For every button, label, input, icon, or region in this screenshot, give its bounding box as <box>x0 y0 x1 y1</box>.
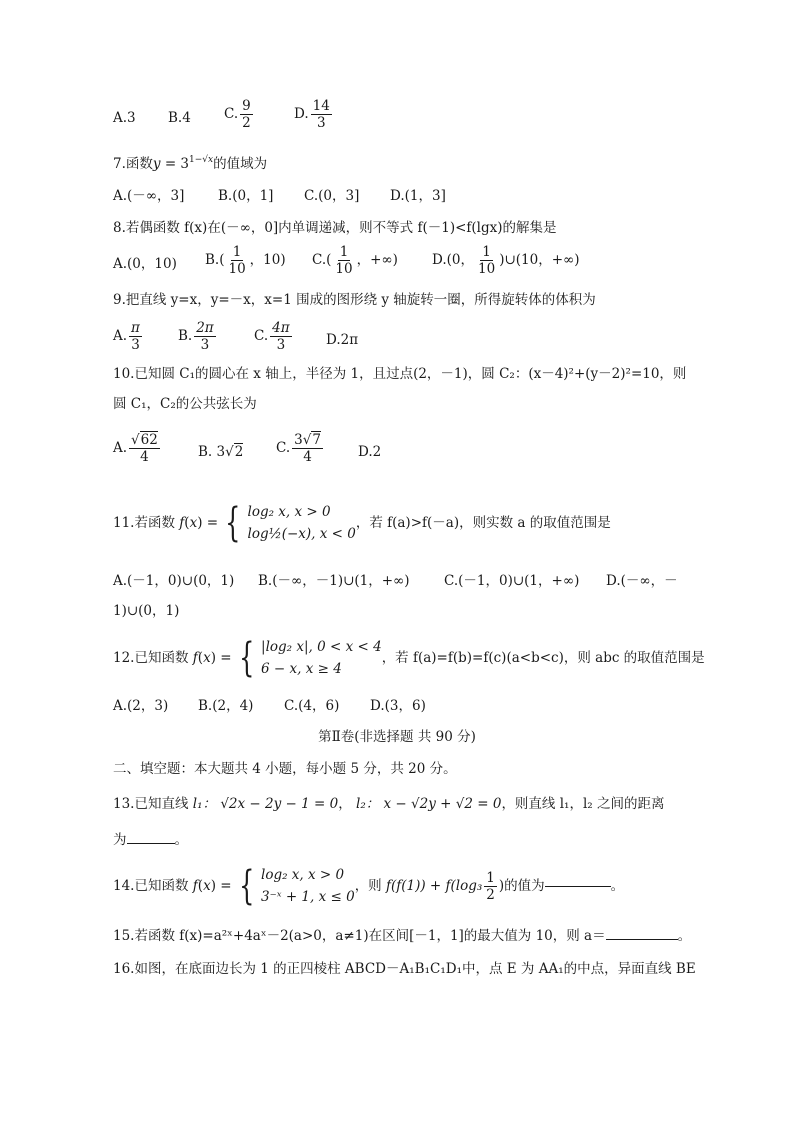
q6-option-b: B.4 <box>168 110 191 126</box>
q12-option-c: C.(4，6) <box>284 698 340 714</box>
q10-option-c: C. $\frac{3√7}{4}$ <box>276 432 321 465</box>
q9-option-c: C. $\frac{4\pi}{3}$ <box>254 320 290 353</box>
part2-heading: 二、填空题：本大题共 4 小题，每小题 5 分，共 20 分。 <box>113 761 457 777</box>
q14-answer-blank[interactable] <box>545 886 611 887</box>
q9-option-a: A. $\frac{\pi}{3}$ <box>113 320 140 353</box>
q10-option-a: A. $\frac{√62}{4}$ <box>113 432 158 465</box>
q11-option-a: A.(－1，0)∪(0，1) <box>113 573 235 589</box>
q11-option-d-cont: 1)∪(0，1) <box>113 603 180 619</box>
q13-stem: 13.已知直线 l₁： √2x − 2y − 1 = 0， l₂： x − √2y + √2 = 0，则直线 l₁，l₂ 之间的距离 <box>113 796 665 812</box>
q11-option-d: D.(－∞，－ <box>606 573 678 589</box>
q8-option-c: C.( $\frac{1}{10}$ ，+∞) <box>312 244 398 277</box>
q8-stem: 8.若偶函数 f(x)在(－∞，0]内单调递减，则不等式 f(－1)<f(lgx)的解集是 <box>113 220 557 236</box>
section-title: 第Ⅱ卷(非选择题 共 90 分) <box>318 729 476 745</box>
q12-stem: 12.已知函数 f ( x ) = { |log₂ x|, 0 < x < 4 6 − x, x ≥ 4 ，若 f(a)=f(b)=f(c)(a<b<c)，则 abc 的取值范围是 <box>113 635 705 681</box>
q10-stem-line2: 圆 C₁，C₂的公共弦长为 <box>113 396 257 412</box>
q13-stem-line2: 为 。 <box>113 832 188 848</box>
q11-option-c: C.(－1，0)∪(1，+∞) <box>444 573 580 589</box>
q7-option-a: A.(－∞，3] <box>113 188 185 204</box>
q12-option-b: B.(2，4) <box>198 698 254 714</box>
q11-option-b: B.(－∞，－1)∪(1，+∞) <box>258 573 410 589</box>
q9-stem: 9.把直线 y=x，y=－x，x=1 围成的图形绕 y 轴旋转一圈，所得旋转体的体积为 <box>113 292 596 308</box>
q10-option-b: B. 3√2 <box>198 444 244 460</box>
q15-stem: 15.若函数 f(x)=a²ˣ+4aˣ－2(a>0，a≠1)在区间[－1，1]的最大值为 10，则 a＝ 。 <box>113 928 692 944</box>
q7-option-c: C.(0，3] <box>304 188 360 204</box>
q6-option-d: D. $\frac{14}{3}$ <box>294 98 330 131</box>
q10-option-d: D.2 <box>358 444 382 460</box>
q8-option-b: B.( $\frac{1}{10}$ ，10) <box>205 244 286 277</box>
q8-option-d: D.(0， $\frac{1}{10}$ )∪(10，+∞) <box>432 244 580 277</box>
q12-option-a: A.(2，3) <box>113 698 169 714</box>
q9-option-b: B. $\frac{2\pi}{3}$ <box>178 320 214 353</box>
q16-stem: 16.如图，在底面边长为 1 的正四棱柱 ABCD－A₁B₁C₁D₁中，点 E 为 AA₁的中点，异面直线 BE <box>113 961 696 977</box>
q6-option-c: C. $\frac{9}{2}$ <box>224 98 251 131</box>
q10-stem-line1: 10.已知圆 C₁的圆心在 x 轴上，半径为 1，且过点(2，－1)，圆 C₂：(x－4)²+(y－2)²=10，则 <box>113 366 687 382</box>
q7-stem: 7.函数$y = 3^{1-√x}$的值域为 <box>113 155 268 172</box>
q15-answer-blank[interactable] <box>606 939 678 940</box>
q7-option-d: D.(1，3] <box>390 188 446 204</box>
q12-option-d: D.(3，6) <box>370 698 426 714</box>
q11-stem: 11.若函数 f ( x ) = { log₂ x, x > 0 log½(−x), x < 0 ，若 f(a)>f(－a)，则实数 a 的取值范围是 <box>113 500 611 546</box>
q9-option-d: D.2π <box>326 332 359 348</box>
q14-stem: 14.已知函数 f ( x ) = { log₂ x, x > 0 3⁻ˣ + 1, x ≤ 0 ，则 f(f(1)) + f(log₃ $\frac{1}{2}$ ) 的值为 。 <box>113 863 625 909</box>
q7-option-b: B.(0，1] <box>218 188 274 204</box>
q13-answer-blank[interactable] <box>127 843 175 844</box>
q8-option-a: A.(0，10) <box>113 256 177 272</box>
q6-option-a: A.3 <box>113 110 136 126</box>
